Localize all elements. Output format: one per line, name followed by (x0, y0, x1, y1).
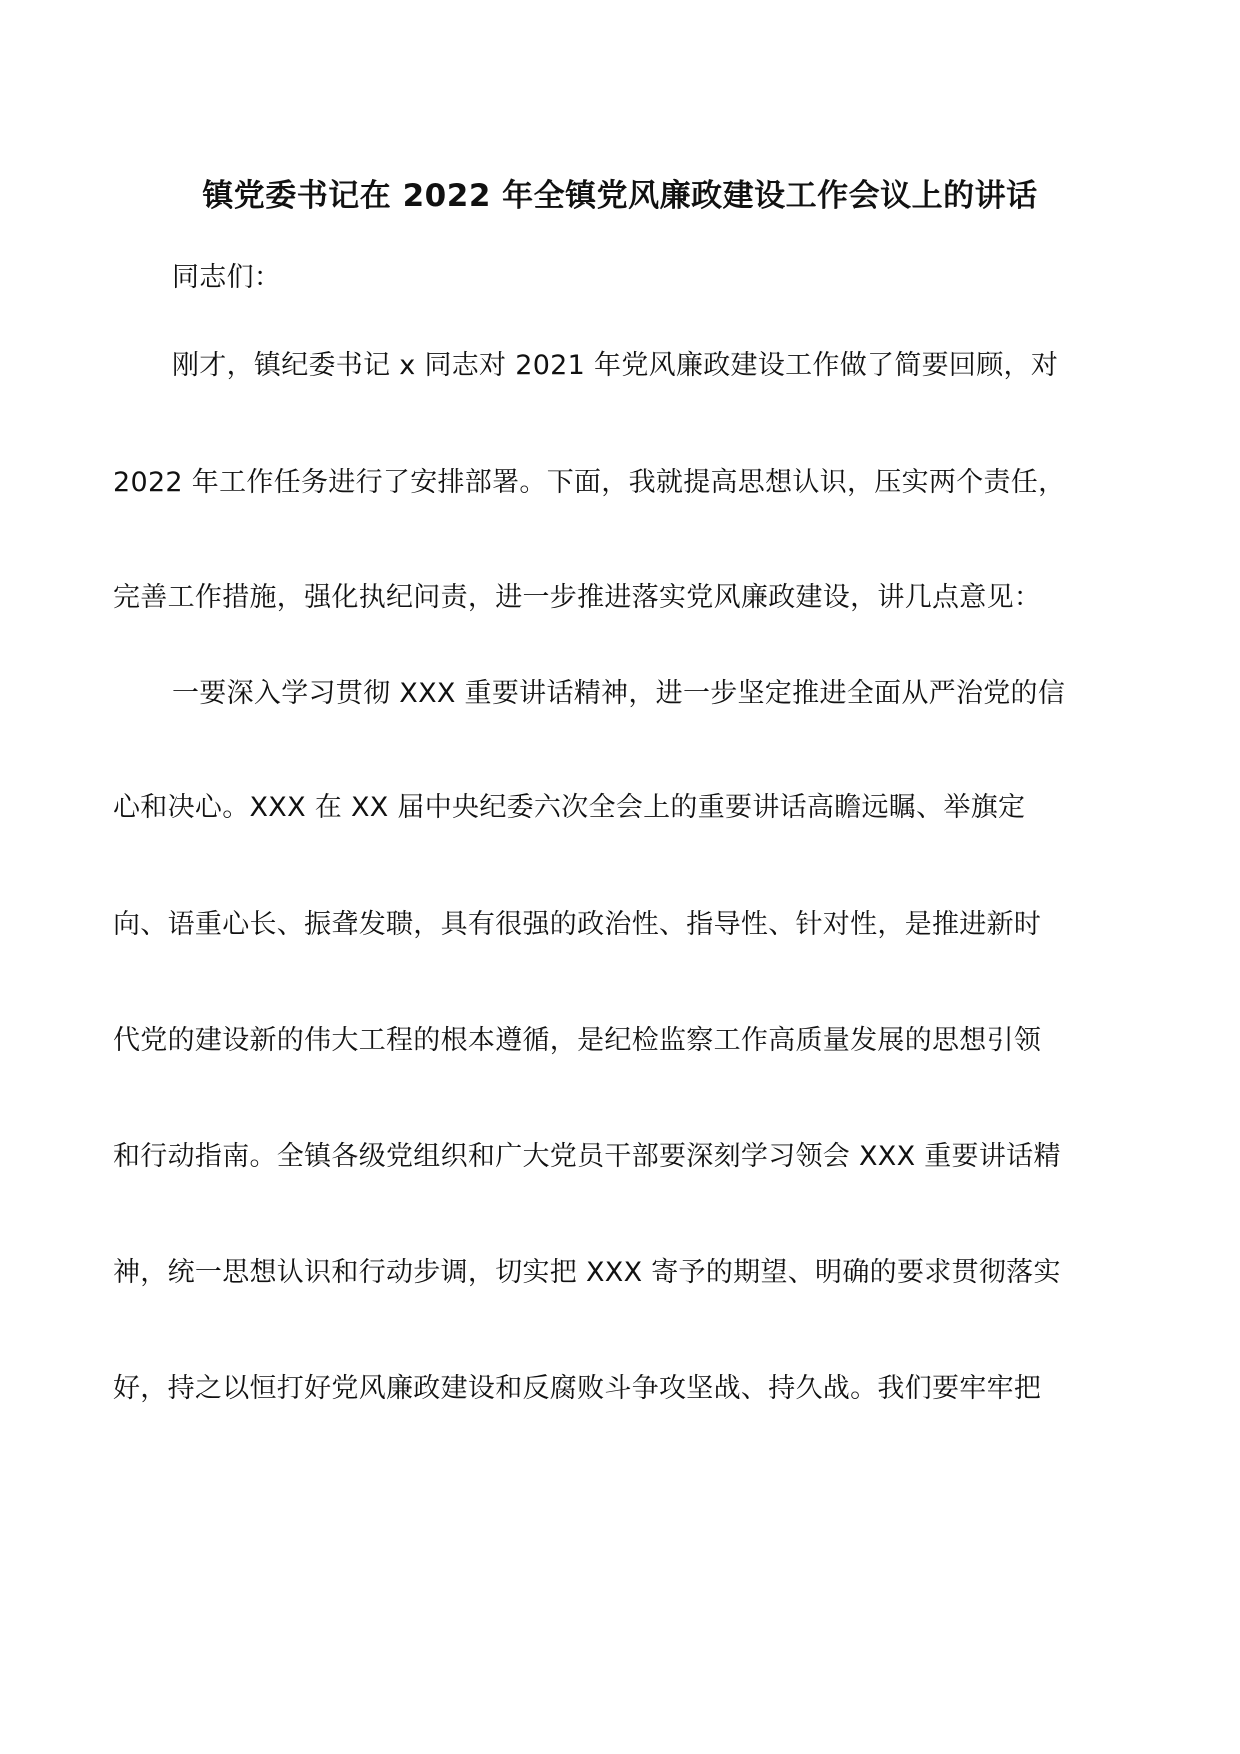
body-line: 心和决心。XXX 在 XX 届中央纪委六次全会上的重要讲话高瞻远瞩、举旗定 (113, 792, 1026, 823)
body-line: 神，统一思想认识和行动步调，切实把 XXX 寄予的期望、明确的要求贯彻落实 (113, 1257, 1061, 1288)
body-line: 2022 年工作任务进行了安排部署。下面，我就提高思想认识，压实两个责任， (113, 467, 1066, 498)
body-line: 完善工作措施，强化执纪问责，进一步推进落实党风廉政建设，讲几点意见： (113, 582, 1042, 613)
body-line: 好，持之以恒打好党风廉政建设和反腐败斗争攻坚战、持久战。我们要牢牢把 (113, 1373, 1042, 1404)
body-line: 刚才，镇纪委书记 x 同志对 2021 年党风廉政建设工作做了简要回顾，对 (172, 350, 1059, 381)
body-line: 和行动指南。全镇各级党组织和广大党员干部要深刻学习领会 XXX 重要讲话精 (113, 1141, 1061, 1172)
document-title: 镇党委书记在 2022 年全镇党风廉政建设工作会议上的讲话 (202, 178, 1038, 214)
body-line: 向、语重心长、振聋发聩，具有很强的政治性、指导性、针对性，是推进新时 (113, 909, 1042, 940)
body-line: 一要深入学习贯彻 XXX 重要讲话精神，进一步坚定推进全面从严治党的信 (172, 678, 1066, 709)
salutation: 同志们： (172, 262, 282, 293)
body-line: 代党的建设新的伟大工程的根本遵循，是纪检监察工作高质量发展的思想引领 (113, 1025, 1042, 1056)
